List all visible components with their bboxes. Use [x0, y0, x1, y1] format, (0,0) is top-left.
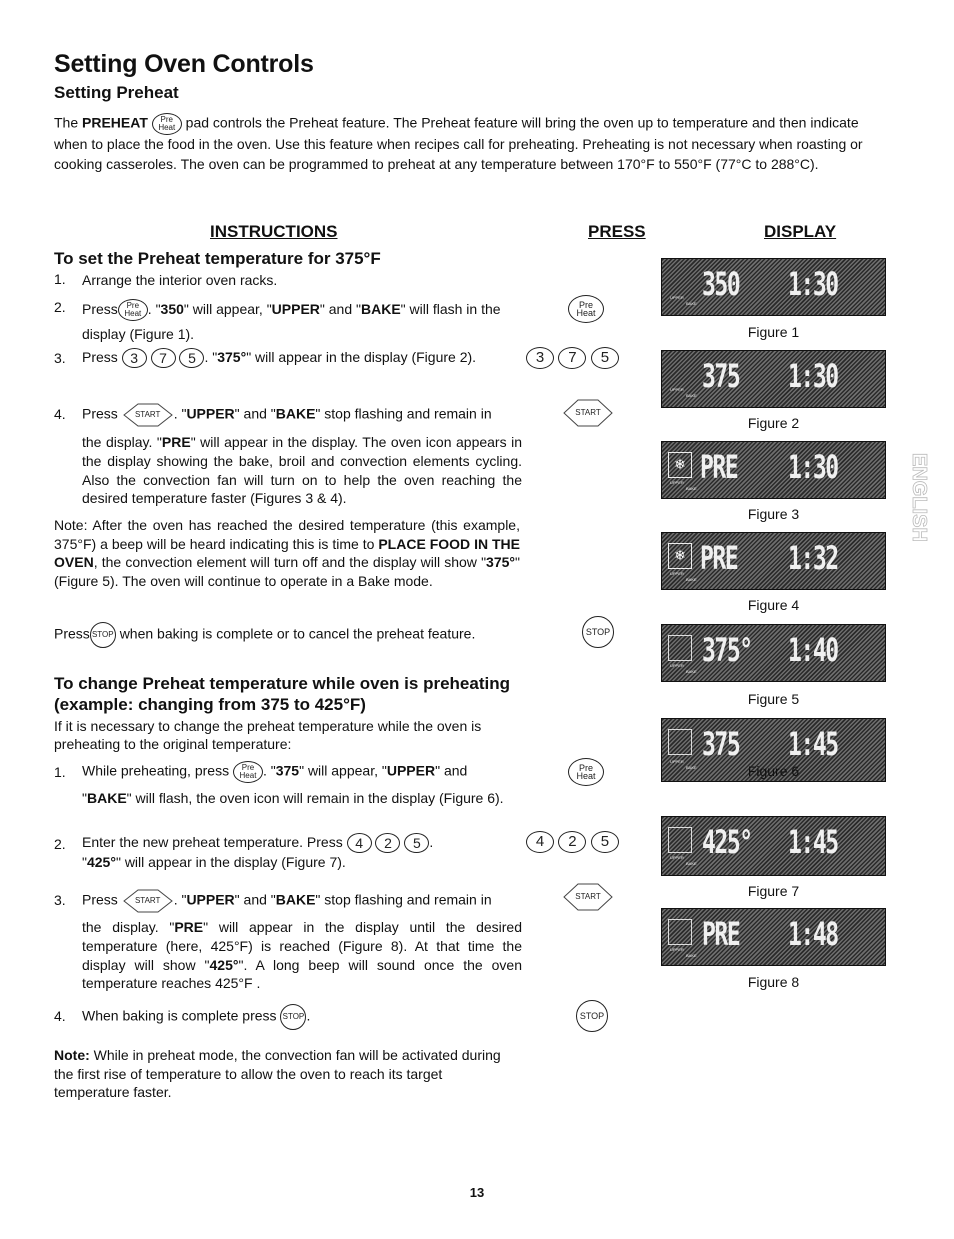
figure-caption: Figure 2: [747, 415, 800, 431]
stop-key-icon: STOP: [576, 1000, 608, 1032]
preheat-key-icon: Pre Heat: [152, 113, 182, 135]
key-5-icon: 5: [404, 833, 429, 853]
press-start-2: [562, 882, 614, 912]
oven-icon: [668, 635, 692, 661]
press-425: [526, 831, 619, 853]
step-text: "BAKE" will flash, the oven icon will remain in the display (Figure 6).: [82, 790, 504, 806]
oven-display-fig8: [661, 908, 886, 966]
start-key-icon: START: [122, 402, 174, 428]
press-start: [562, 398, 614, 428]
figure-caption: Figure 5: [747, 691, 800, 707]
indicator-bake: BAKE: [686, 577, 697, 582]
display-temp: 350: [702, 265, 740, 303]
press-preheat-2: [568, 758, 604, 786]
figure-caption: Figure 4: [747, 597, 800, 613]
display-temp: 375: [702, 725, 740, 763]
indicator-bake: BAKE: [686, 669, 697, 674]
step-text: the display. "PRE" will appear in the display. The oven icon appears in the display showing the bake, broil and convection elements cycling. Also the convection fan will turn on to help the oven reaching the desired temperature faster (Figures 3 & 4).: [82, 434, 523, 507]
intro-paragraph: The PREHEAT Pre Heat pad controls the Preheat feature. The Preheat feature will bring the oven up to temperature and then indicate when to place the food in the oven. Use this feature when recipes call for preheating. Preheating is not necessary when roasting or cooking casseroles. The oven can be programmed to preheat at any temperature between 170°F to 550°F (77°C to 288°C).: [54, 114, 863, 172]
key-5-icon: 5: [591, 347, 619, 369]
step-text: Press START . "UPPER" and "BAKE" stop flashing and remain in: [82, 402, 522, 428]
oven-icon: [668, 729, 692, 755]
step-number: 2.: [54, 299, 66, 315]
step-text: Press Pre Heat . "350" will appear, "UPPER" and "BAKE" will flash in the display (Figure 1).: [82, 301, 501, 342]
step-text: Press 3 7 5 . "375°" will appear in the display (Figure 2).: [82, 349, 477, 367]
display-time: 1:45: [788, 725, 838, 763]
press-stop: [582, 616, 614, 648]
step-text: the display. "PRE" will appear in the display until the desired temperature (here, 425°F) is reached (Figure 8). At that time the display will show "425°". A long beep will sound once the oven temperature reaches 425°F .: [82, 919, 523, 992]
display-temp: 375: [702, 357, 740, 395]
figure-caption: Figure 8: [747, 974, 800, 990]
oven-display-fig7: [661, 816, 886, 876]
oven-display-fig5: [661, 624, 886, 682]
display-time: 1:40: [788, 631, 838, 669]
key-7-icon: 7: [558, 347, 586, 369]
stop-key-icon: STOP: [90, 622, 116, 648]
figure-caption: Figure 6: [747, 763, 800, 779]
note-paragraph: Note: After the oven has reached the desired temperature (this example, 375°F) a beep will be heard indicating this is time to PLACE FOOD IN THE OVEN, the convection element will turn off and the display will show "375°" (Figure 5). The oven will continue to operate in a Bake mode.: [54, 517, 521, 589]
key-3-icon: 3: [526, 347, 554, 369]
step-text: Enter the new preheat temperature. Press 4 2 5 . "425°" will appear in the display (Figure 7).: [82, 834, 434, 871]
figure-caption: Figure 7: [747, 883, 800, 899]
start-key-icon: START: [562, 398, 614, 428]
key-7-icon: 7: [151, 348, 176, 368]
oven-display-fig3: [661, 441, 886, 499]
display-temp: PRE: [702, 915, 740, 953]
section-subtitle: Setting Preheat: [54, 83, 179, 102]
preheat-key-icon: Pre Heat: [568, 295, 604, 323]
stop-key-icon: STOP: [582, 616, 614, 648]
col-press: PRESS: [588, 222, 646, 241]
note-paragraph: Note: While in preheat mode, the convection fan will be activated during the first rise of temperature to allow the oven to reach its target temperature faster.: [54, 1047, 501, 1101]
figure-caption: Figure 3: [747, 506, 800, 522]
step-text: Arrange the interior oven racks.: [82, 272, 278, 288]
oven-display-fig1: [661, 258, 886, 316]
step-number: 4.: [54, 1008, 66, 1024]
display-temp: 375°: [702, 631, 752, 669]
oven-icon: [668, 827, 692, 853]
indicator-bake: BAKE: [686, 486, 697, 491]
step-number: 4.: [54, 406, 66, 422]
oven-display-fig2: [661, 350, 886, 408]
indicator-bake: BAKE: [686, 953, 697, 958]
indicator-upper: UPPER: [670, 480, 684, 485]
page-title: Setting Oven Controls: [54, 50, 314, 78]
display-temp: PRE: [700, 539, 738, 577]
stop-instruction: Press STOP when baking is complete or to cancel the preheat feature.: [54, 622, 520, 648]
indicator-bake: BAKE: [686, 301, 697, 306]
key-5-icon: 5: [179, 348, 204, 368]
preheat-key-icon: Pre Heat: [233, 761, 263, 783]
press-preheat: [568, 295, 604, 323]
display-time: 1:45: [788, 823, 838, 861]
indicator-upper: UPPER: [670, 571, 684, 576]
key-2-icon: 2: [375, 833, 400, 853]
key-4-icon: 4: [347, 833, 372, 853]
start-key-icon: START: [562, 882, 614, 912]
section2-intro: If it is necessary to change the preheat temperature while the oven is preheating to the original temperature:: [54, 718, 482, 752]
indicator-upper: UPPER: [670, 663, 684, 668]
step-number: 3.: [54, 350, 66, 366]
preheat-key-icon: Pre Heat: [568, 758, 604, 786]
language-side-tab: [898, 453, 930, 573]
indicator-upper: UPPER: [670, 855, 684, 860]
col-instructions: INSTRUCTIONS: [210, 222, 338, 241]
stop-key-icon: STOP: [280, 1004, 306, 1030]
display-time: 1:30: [788, 448, 838, 486]
step-number: 1.: [54, 764, 66, 780]
step-number: 2.: [54, 836, 66, 852]
indicator-bake: BAKE: [686, 765, 697, 770]
display-temp: PRE: [700, 448, 738, 486]
display-time: 1:48: [788, 915, 838, 953]
side-tab-text: ENGLISH: [908, 453, 930, 542]
indicator-upper: UPPER: [670, 947, 684, 952]
display-temp: 425°: [702, 823, 752, 861]
oven-fan-icon: ❄: [668, 543, 692, 569]
section2-heading: To change Preheat temperature while oven is preheating (example: changing from 375 to 425°F): [54, 674, 510, 714]
indicator-upper: UPPER: [670, 387, 684, 392]
press-375: [526, 347, 619, 369]
preheat-key-icon: Pre Heat: [118, 299, 148, 321]
display-time: 1:30: [788, 265, 838, 303]
start-key-icon: START: [122, 888, 174, 914]
step-text: While preheating, press Pre Heat . "375" will appear, "UPPER" and: [82, 761, 522, 783]
oven-display-fig4: [661, 532, 886, 590]
page-number: 13: [469, 1185, 485, 1200]
indicator-upper: UPPER: [670, 759, 684, 764]
key-3-icon: 3: [122, 348, 147, 368]
col-display: DISPLAY: [764, 222, 837, 241]
key-4-icon: 4: [526, 831, 554, 853]
indicator-bake: BAKE: [686, 393, 697, 398]
oven-fan-icon: ❄: [668, 452, 692, 478]
step-number: 1.: [54, 271, 66, 287]
display-time: 1:30: [788, 357, 838, 395]
figure-caption: Figure 1: [747, 324, 800, 340]
step-number: 3.: [54, 892, 66, 908]
key-2-icon: 2: [558, 831, 586, 853]
indicator-bake: BAKE: [686, 861, 697, 866]
step-text: When baking is complete press STOP .: [82, 1004, 522, 1030]
oven-icon: [668, 919, 692, 945]
indicator-upper: UPPER: [670, 295, 684, 300]
key-5-icon: 5: [591, 831, 619, 853]
press-stop-2: [576, 1000, 608, 1032]
section1-heading: To set the Preheat temperature for 375°F: [54, 249, 381, 268]
display-time: 1:32: [788, 539, 838, 577]
step-text: Press START . "UPPER" and "BAKE" stop flashing and remain in: [82, 888, 522, 914]
